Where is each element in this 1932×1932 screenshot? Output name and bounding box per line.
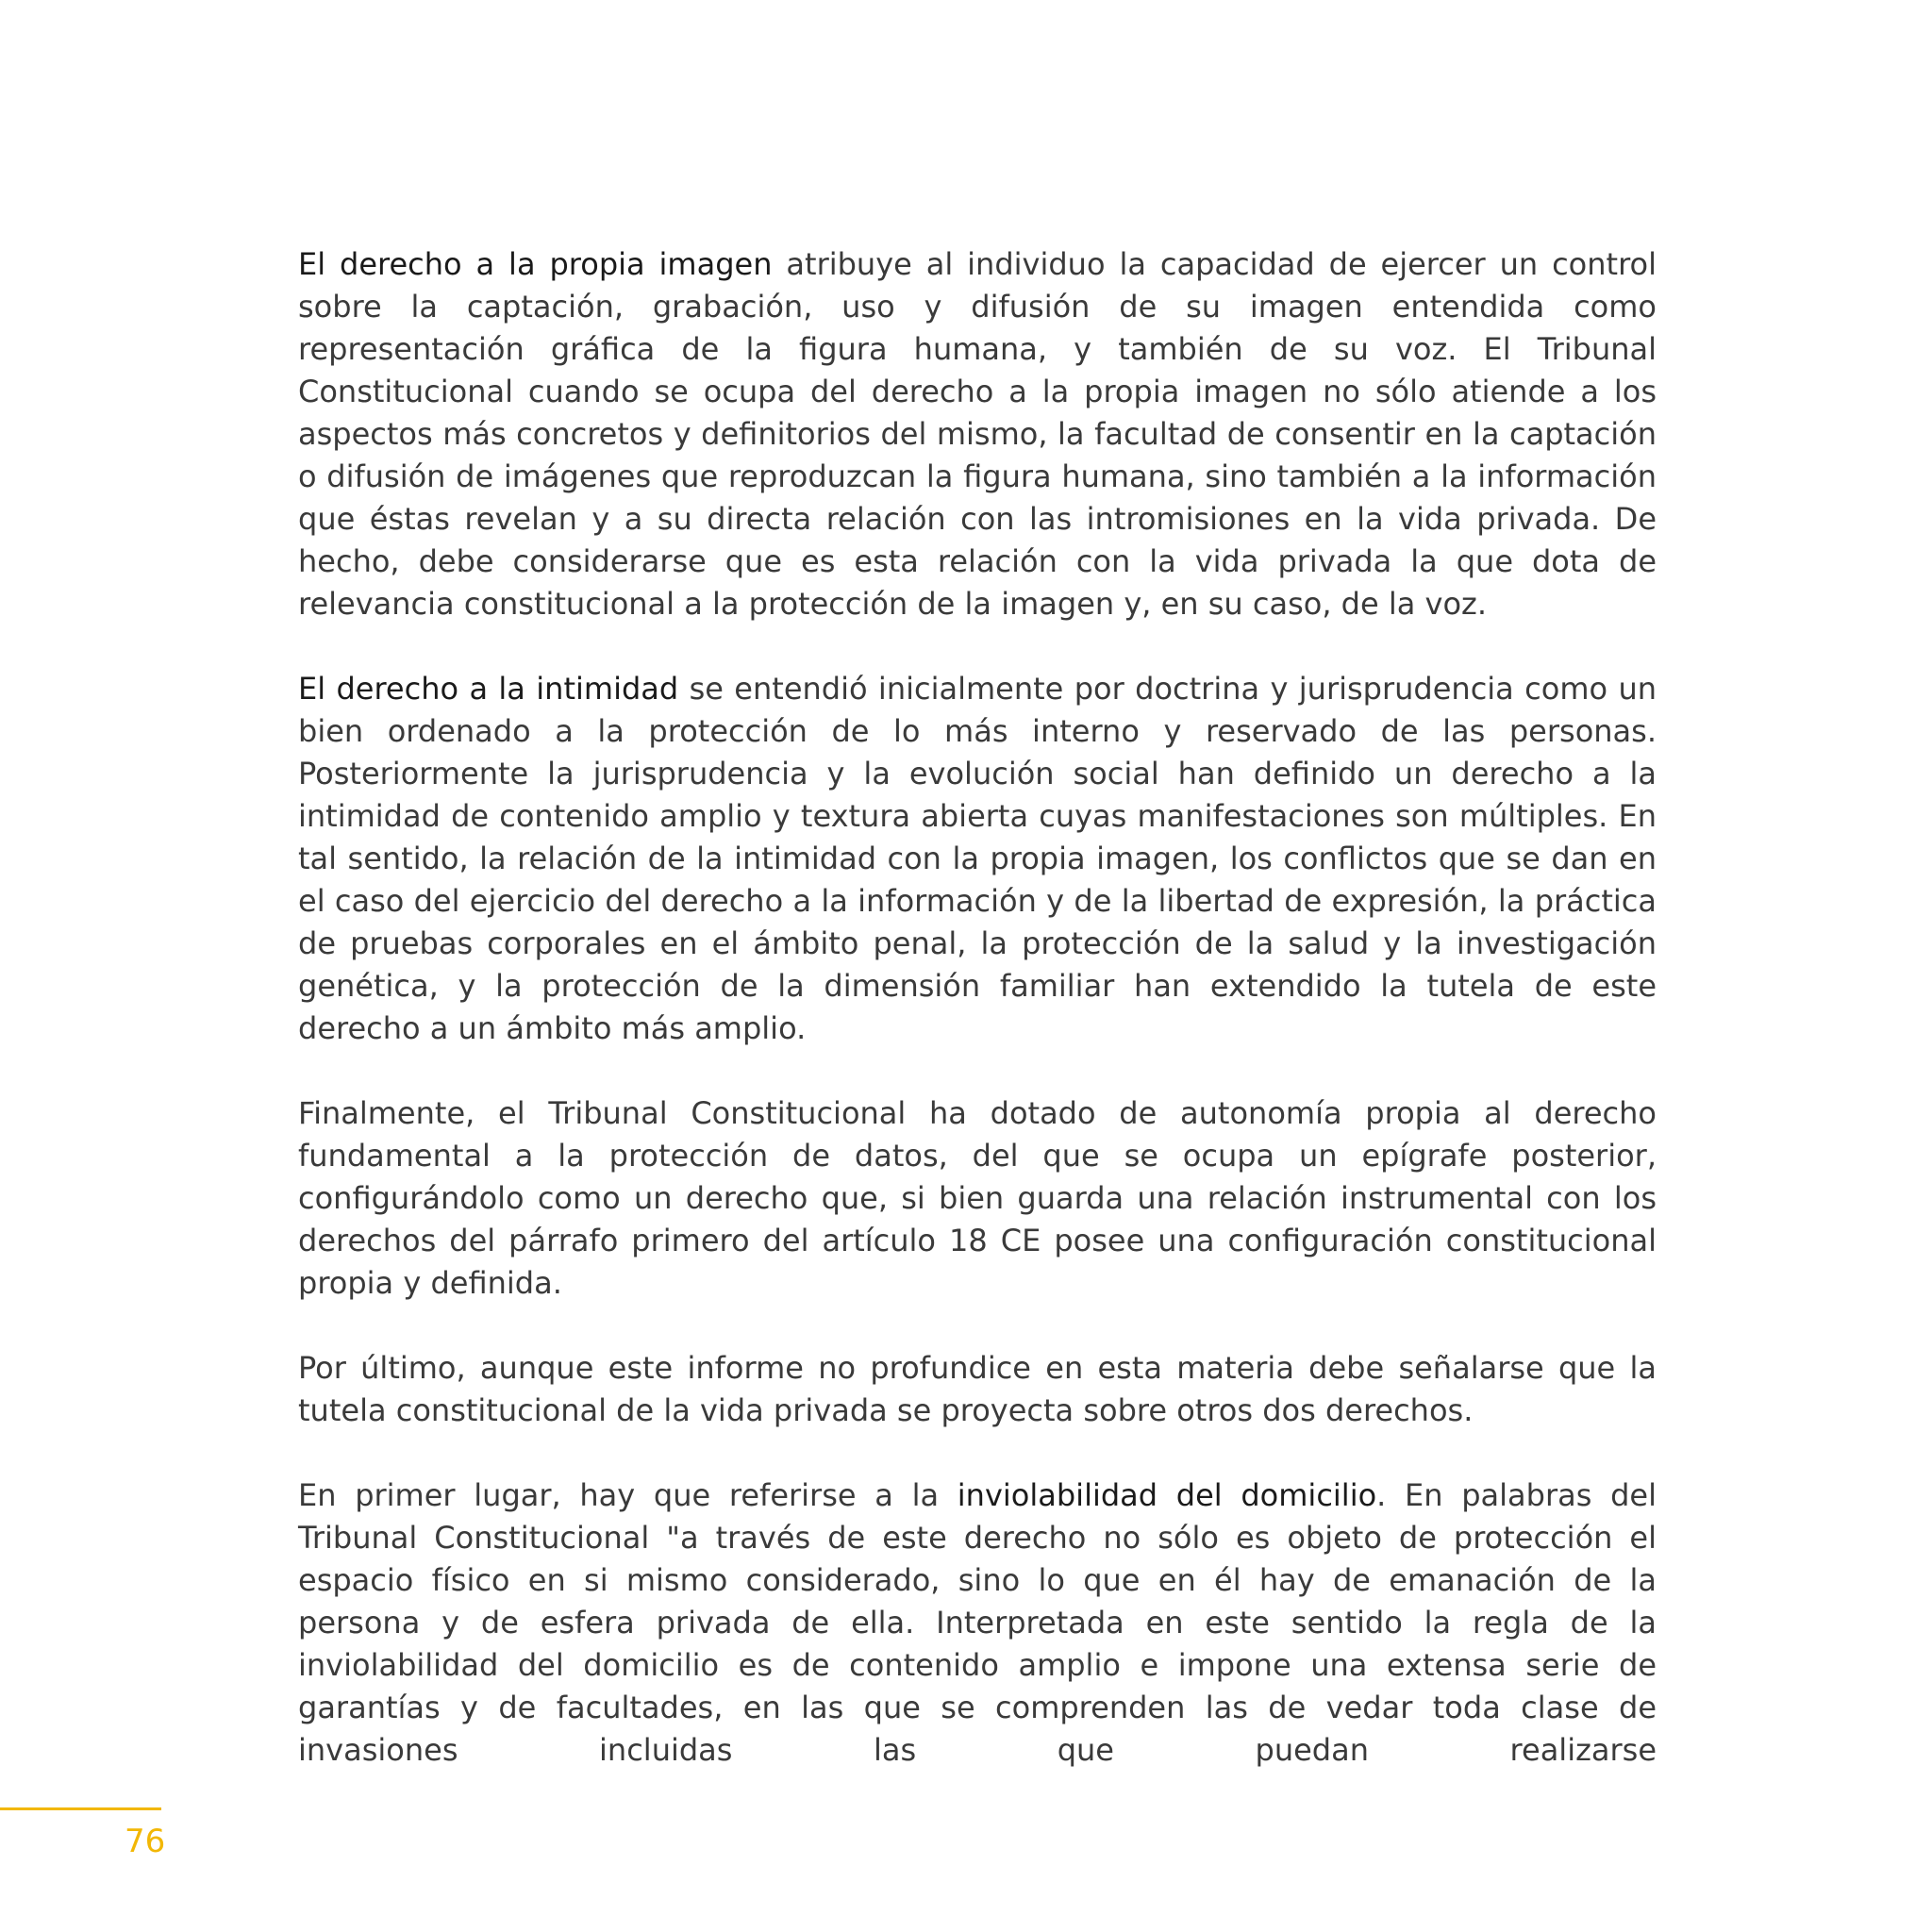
paragraph-text-after: . En palabras del Tribunal Constitucional "a través de este derecho no sólo es objeto de protección el espacio físico en si mismo considerado, sino lo que en él hay de emanación de la persona y de esfera privada de ella. Interpretada en este sentido la regla de la inviolabilidad del domicilio es de contenido amplio e impone una extensa serie de garantías y de facultades, en las que se comprenden las de vedar toda clase de invasiones incluidas las que puedan realizarse (298, 1477, 1657, 1768)
paragraph-propia-imagen (298, 243, 1657, 625)
paragraph-text: atribuye al individuo la capacidad de ejercer un control sobre la captación, grabación, uso y difusión de su imagen entendida como representación gráfica de la figura humana, y también de su voz. El Tribunal Constitucional cuando se ocupa del derecho a la propia imagen no sólo atiende a los aspectos más concretos y definitorios del mismo, la facultad de consentir en la captación o difusión de imágenes que reproduzcan la figura humana, sino también a la información que éstas revelan y a su directa relación con las intromisiones en la vida privada. De hecho, debe considerarse que es esta relación con la vida privada la que dota de relevancia constitucional a la protección de la imagen y, en su caso, de la voz. (298, 246, 1657, 622)
paragraph-text: se entendió inicialmente por doctrina y jurisprudencia como un bien ordenado a la protección de lo más interno y reservado de las personas. Posteriormente la jurisprudencia y la evolución social han definido un derecho a la intimidad de contenido amplio y textura abierta cuyas manifestaciones son múltiples. En tal sentido, la relación de la intimidad con la propia imagen, los conflictos que se dan en el caso del ejercicio del derecho a la información y de la libertad de expresión, la práctica de pruebas corporales en el ámbito penal, la protección de la salud y la investigación genética, y la protección de la dimensión familiar han extendido la tutela de este derecho a un ámbito más amplio. (298, 671, 1657, 1046)
paragraph-text-before: En primer lugar, hay que referirse a la (298, 1477, 958, 1513)
main-text (298, 243, 1657, 1814)
paragraph-text: Finalmente, el Tribunal Constitucional ha dotado de autonomía propia al derecho fundamental a la protección de datos, del que se ocupa un epígrafe posterior, configurándolo como un derecho que, si bien guarda una relación instrumental con los derechos del párrafo primero del artículo 18 CE posee una configuración constitucional propia y definida. (298, 1095, 1657, 1301)
paragraph-intimidad (298, 668, 1657, 1050)
paragraph-domicilio (298, 1474, 1657, 1772)
paragraph-por-ultimo (298, 1347, 1657, 1432)
paragraph-proteccion-datos (298, 1092, 1657, 1305)
term-inviolabilidad-domicilio: inviolabilidad del domicilio (957, 1477, 1377, 1513)
term-propia-imagen: El derecho a la propia imagen (298, 246, 773, 282)
term-intimidad: El derecho a la intimidad (298, 671, 679, 707)
paragraph-text: Por último, aunque este informe no profundice en esta materia debe señalarse que la tutela constitucional de la vida privada se proyecta sobre otros dos derechos. (298, 1350, 1657, 1428)
footer-rule (0, 1807, 161, 1810)
page-number: 76 (125, 1823, 166, 1860)
